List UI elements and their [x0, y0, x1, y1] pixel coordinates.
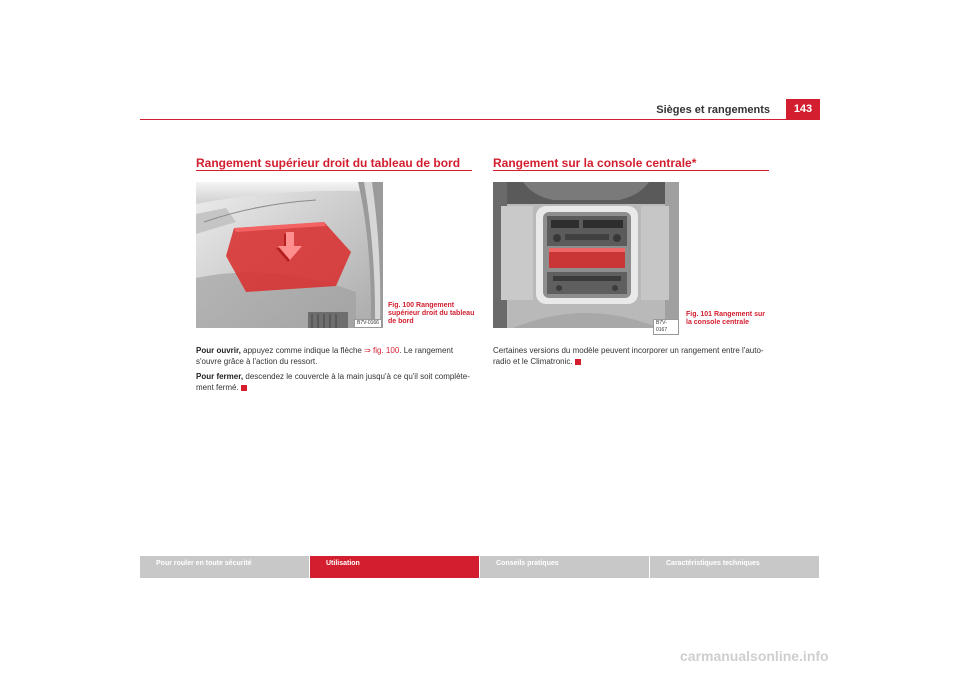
tab-caracteristiques[interactable]: Caractéristiques techniques: [650, 556, 819, 578]
paragraph-close-line2: [196, 382, 476, 393]
chapter-tabs: [140, 556, 820, 578]
paragraph-line2: [493, 356, 773, 367]
watermark: carmanualsonline.info: [680, 648, 829, 664]
section-end-icon: [241, 385, 247, 391]
running-header-title: Sièges et rangements: [656, 104, 770, 116]
text: descendez le couvercle à la main jusqu'à ce qu'il soit complète-: [243, 372, 470, 381]
figure-100-link[interactable]: ⇒ fig. 100: [364, 346, 400, 355]
caption-line: supérieur droit du tableau: [388, 310, 475, 317]
right-section-rule: [493, 170, 769, 171]
caption-line: Fig. 101 Rangement sur: [686, 311, 765, 318]
caption-line: la console centrale: [686, 319, 750, 326]
section-end-icon: [575, 359, 581, 365]
tab-securite[interactable]: Pour rouler en toute sécurité: [140, 556, 309, 578]
dashboard-storage-illustration: [196, 182, 383, 328]
center-console-illustration: [493, 182, 679, 328]
text: radio et le Climatronic.: [493, 357, 573, 366]
page-number: 143: [786, 99, 820, 119]
left-section-rule: [196, 170, 472, 171]
paragraph-line: Certaines versions du modèle peuvent incorporer un rangement entre l'auto-: [493, 346, 764, 355]
close-label: Pour fermer,: [196, 372, 244, 381]
paragraph-open-line2: s'ouvre grâce à l'action du ressort.: [196, 357, 318, 366]
open-label: Pour ouvrir,: [196, 346, 241, 355]
figure-center-console: [493, 182, 679, 333]
figure-100-caption: [388, 302, 474, 326]
right-section-title: Rangement sur la console centrale*: [493, 156, 697, 170]
text: . Le rangement: [399, 346, 454, 355]
tab-utilisation[interactable]: Utilisation: [310, 556, 479, 578]
tab-conseils[interactable]: Conseils pratiques: [480, 556, 649, 578]
paragraph-close: [196, 371, 476, 382]
paragraph-open: [196, 345, 476, 356]
right-body-text: [493, 345, 773, 367]
figure-code: B7V-0166: [354, 319, 382, 328]
text: appuyez comme indique la flèche: [240, 346, 365, 355]
figure-code: B7V-0167: [653, 319, 679, 335]
caption-line: de bord: [388, 318, 414, 325]
caption-line: Fig. 100 Rangement: [388, 302, 455, 309]
figure-101-caption: [686, 311, 765, 327]
header-rule: [140, 119, 820, 120]
left-body-text: [196, 345, 476, 393]
figure-dashboard-storage: [196, 182, 383, 328]
text: ment fermé.: [196, 383, 239, 392]
left-section-title: Rangement supérieur droit du tableau de bord: [196, 156, 461, 170]
